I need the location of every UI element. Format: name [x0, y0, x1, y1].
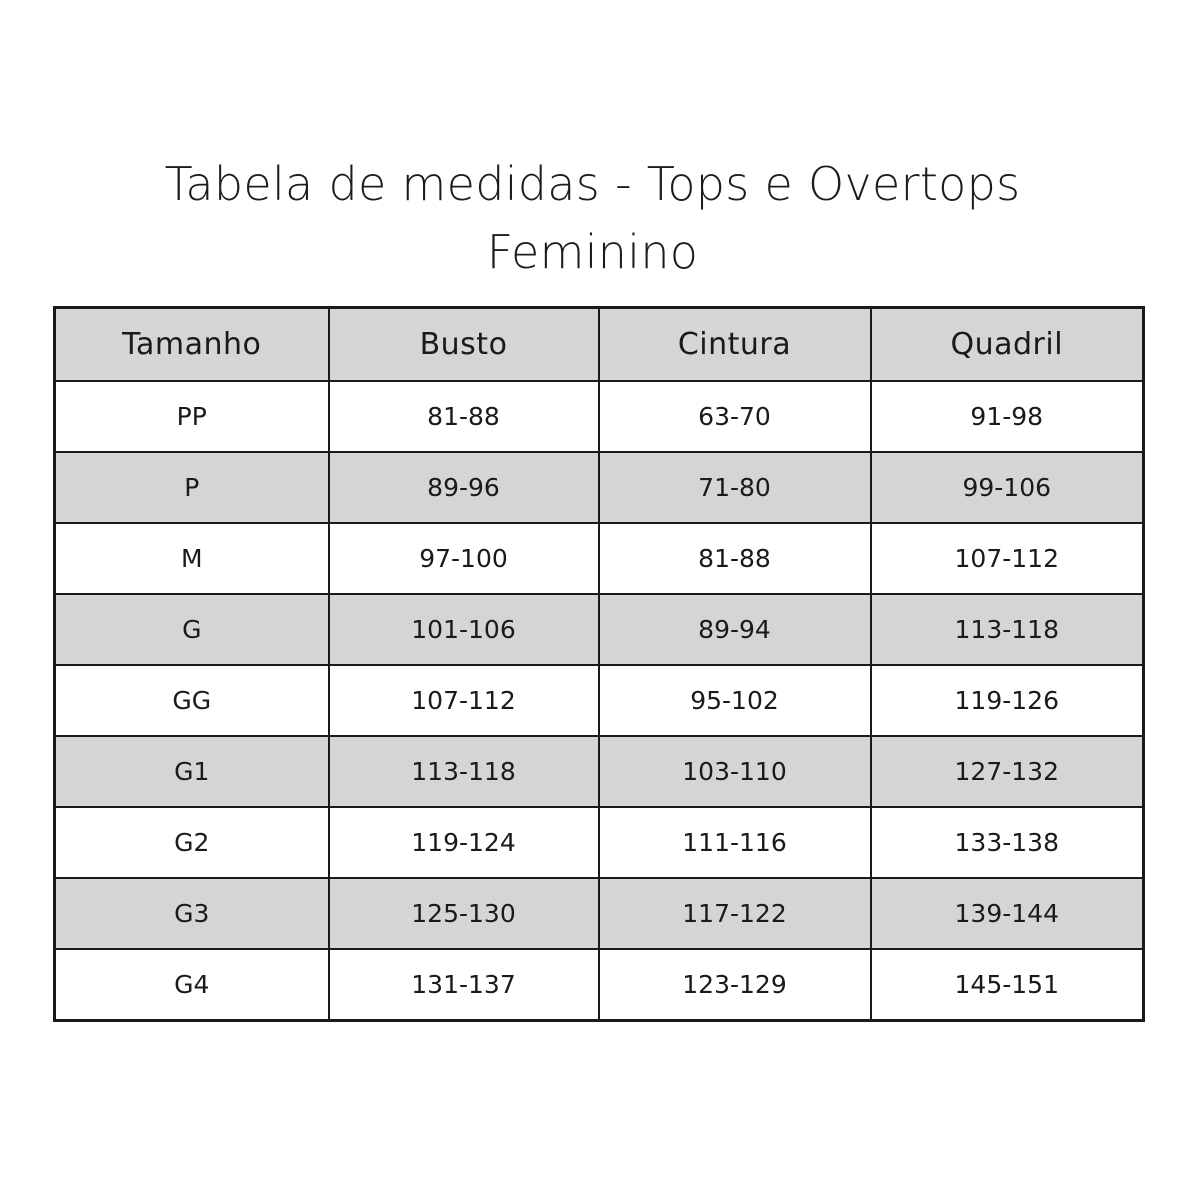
- cell-cintura: 95-102: [599, 665, 871, 736]
- cell-cintura: 123-129: [599, 949, 871, 1021]
- cell-size: M: [55, 523, 329, 594]
- cell-size: P: [55, 452, 329, 523]
- cell-busto: 131-137: [329, 949, 599, 1021]
- table-row: [55, 523, 1144, 594]
- title-line-1: Tabela de medidas - Tops e Overtops: [164, 157, 1021, 211]
- cell-size: G2: [55, 807, 329, 878]
- header-busto: Busto: [329, 308, 599, 382]
- title-line-2: Feminino: [486, 225, 699, 279]
- table-row: [55, 807, 1144, 878]
- cell-cintura: 103-110: [599, 736, 871, 807]
- cell-busto: 97-100: [329, 523, 599, 594]
- table-row: [55, 949, 1144, 1021]
- cell-cintura: 117-122: [599, 878, 871, 949]
- cell-size: G: [55, 594, 329, 665]
- cell-size: G1: [55, 736, 329, 807]
- cell-size: G4: [55, 949, 329, 1021]
- cell-quadril: 113-118: [871, 594, 1144, 665]
- cell-busto: 107-112: [329, 665, 599, 736]
- table-row: [55, 878, 1144, 949]
- cell-quadril: 91-98: [871, 381, 1144, 452]
- table-row: [55, 452, 1144, 523]
- cell-cintura: 71-80: [599, 452, 871, 523]
- header-quadril: Quadril: [871, 308, 1144, 382]
- cell-cintura: 81-88: [599, 523, 871, 594]
- table-row: [55, 594, 1144, 665]
- cell-cintura: 89-94: [599, 594, 871, 665]
- cell-quadril: 133-138: [871, 807, 1144, 878]
- cell-cintura: 111-116: [599, 807, 871, 878]
- cell-busto: 81-88: [329, 381, 599, 452]
- header-tamanho: Tamanho: [55, 308, 329, 382]
- cell-quadril: 119-126: [871, 665, 1144, 736]
- cell-size: PP: [55, 381, 329, 452]
- size-chart-table: [53, 306, 1145, 1022]
- cell-quadril: 145-151: [871, 949, 1144, 1021]
- cell-cintura: 63-70: [599, 381, 871, 452]
- cell-size: G3: [55, 878, 329, 949]
- table-row: [55, 736, 1144, 807]
- cell-busto: 101-106: [329, 594, 599, 665]
- page-title: [0, 150, 1185, 286]
- cell-busto: 113-118: [329, 736, 599, 807]
- cell-quadril: 127-132: [871, 736, 1144, 807]
- table-row: [55, 381, 1144, 452]
- cell-quadril: 99-106: [871, 452, 1144, 523]
- cell-quadril: 139-144: [871, 878, 1144, 949]
- cell-busto: 119-124: [329, 807, 599, 878]
- cell-quadril: 107-112: [871, 523, 1144, 594]
- table-header-row: [55, 308, 1144, 382]
- cell-busto: 89-96: [329, 452, 599, 523]
- cell-busto: 125-130: [329, 878, 599, 949]
- cell-size: GG: [55, 665, 329, 736]
- header-cintura: Cintura: [599, 308, 871, 382]
- table-row: [55, 665, 1144, 736]
